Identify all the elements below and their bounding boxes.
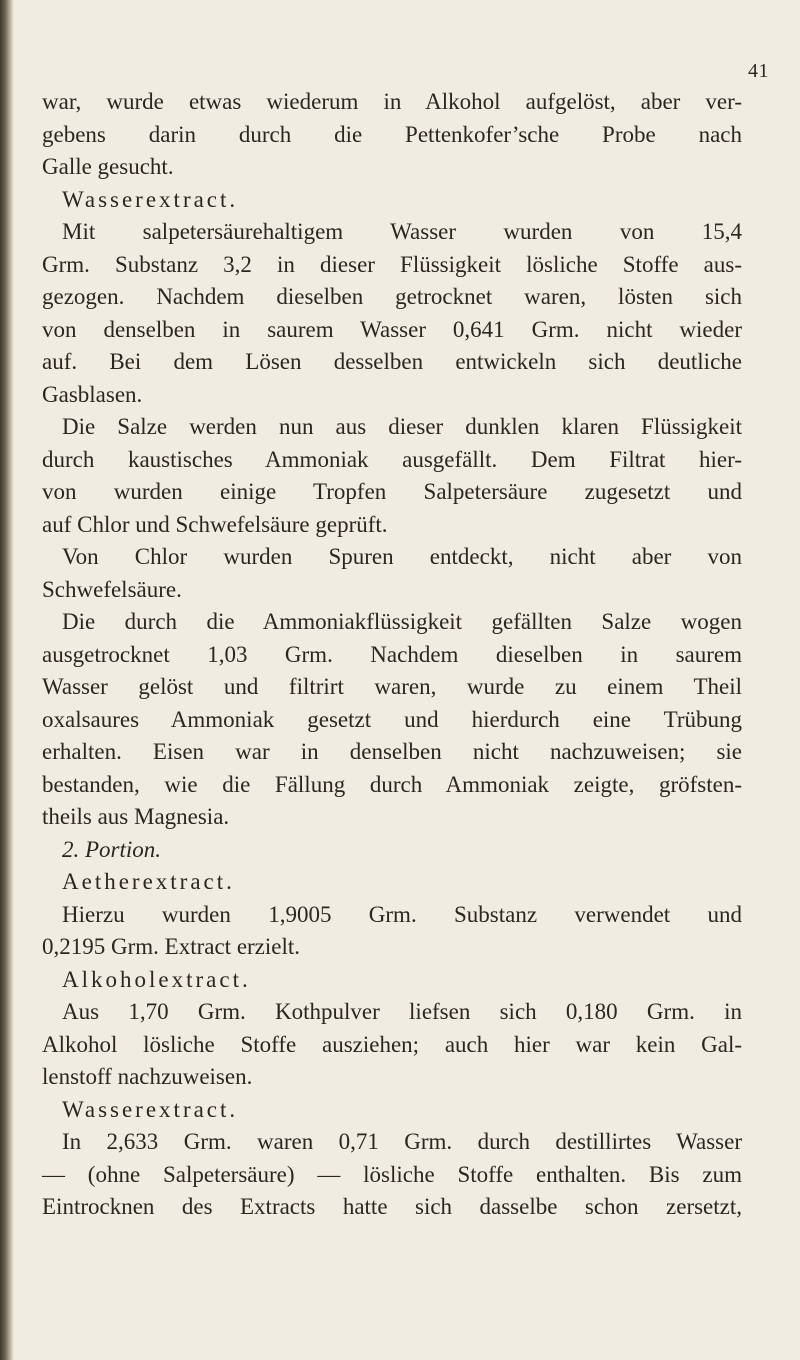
text-line: lenstoff nachzuweisen.: [42, 1064, 253, 1089]
text-line: gezogen. Nachdem dieselben getrocknet waren, lösten sich: [42, 284, 742, 309]
page-gutter-shadow: [0, 0, 14, 1360]
text-line: erhalten. Eisen war in denselben nicht nachzuweisen; sie: [42, 739, 742, 764]
text-line: auf. Bei dem Lösen desselben entwickeln sich deutliche: [42, 349, 742, 374]
page-number: 41: [748, 60, 769, 82]
text-line: Galle gesucht.: [42, 154, 174, 179]
text-line: 0,2195 Grm. Extract erzielt.: [42, 934, 301, 959]
text-line: Eintrocknen des Extracts hatte sich dasselbe schon zersetzt,: [42, 1194, 742, 1219]
text-line: theils aus Magnesia.: [42, 804, 230, 829]
text-line: Von Chlor wurden Spuren entdeckt, nicht aber von: [62, 544, 742, 569]
text-line: auf Chlor und Schwefelsäure geprüft.: [42, 511, 388, 537]
text-line: Schwefelsäure.: [42, 576, 182, 602]
portion-heading: 2. Portion.: [62, 836, 162, 862]
text-line: Wasser gelöst und filtrirt waren, wurde zu einem Theil: [42, 674, 742, 699]
text-line: Die durch die Ammoniakflüssigkeit gefällten Salze wogen: [62, 609, 742, 634]
text-line: von wurden einige Tropfen Salpetersäure zugesetzt und: [42, 479, 742, 504]
text-line: gebens darin durch die Pettenkofer’sche Probe nach: [42, 121, 742, 147]
text-line: In 2,633 Grm. waren 0,71 Grm. durch destillirtes Wasser: [62, 1129, 742, 1154]
text-line: Gasblasen.: [42, 381, 143, 407]
text-line: Alkohol lösliche Stoffe ausziehen; auch hier war kein Gal-: [42, 1031, 742, 1057]
text-line: Hierzu wurden 1,9005 Grm. Substanz verwendet und: [62, 901, 742, 927]
text-line: Grm. Substanz 3,2 in dieser Flüssigkeit lösliche Stoffe aus-: [42, 251, 742, 277]
section-heading: Wasserextract.: [62, 186, 239, 212]
text-line: — (ohne Salpetersäure) — lösliche Stoffe enthalten. Bis zum: [42, 1161, 742, 1187]
text-line: ausgetrocknet 1,03 Grm. Nachdem dieselben in saurem: [42, 641, 742, 667]
text-line: von denselben in saurem Wasser 0,641 Grm. nicht wieder: [42, 316, 742, 342]
text-line: Mit salpetersäurehaltigem Wasser wurden von 15,4: [62, 219, 742, 244]
text-line: war, wurde etwas wiederum in Alkohol aufgelöst, aber ver-: [42, 89, 742, 114]
section-heading: Alkoholextract.: [62, 966, 251, 992]
text-line: durch kaustisches Ammoniak ausgefällt. Dem Filtrat hier-: [42, 446, 742, 472]
text-line: Die Salze werden nun aus dieser dunklen klaren Flüssigkeit: [62, 414, 742, 439]
section-heading: Wasserextract.: [62, 1096, 239, 1122]
section-heading: Aetherextract.: [62, 869, 235, 894]
text-line: Aus 1,70 Grm. Kothpulver liefsen sich 0,180 Grm. in: [62, 999, 742, 1024]
text-line: bestanden, wie die Fällung durch Ammoniak zeigte, gröfsten-: [42, 771, 742, 797]
page-body: [42, 86, 742, 1224]
text-line: oxalsaures Ammoniak gesetzt und hierdurch eine Trübung: [42, 706, 742, 732]
